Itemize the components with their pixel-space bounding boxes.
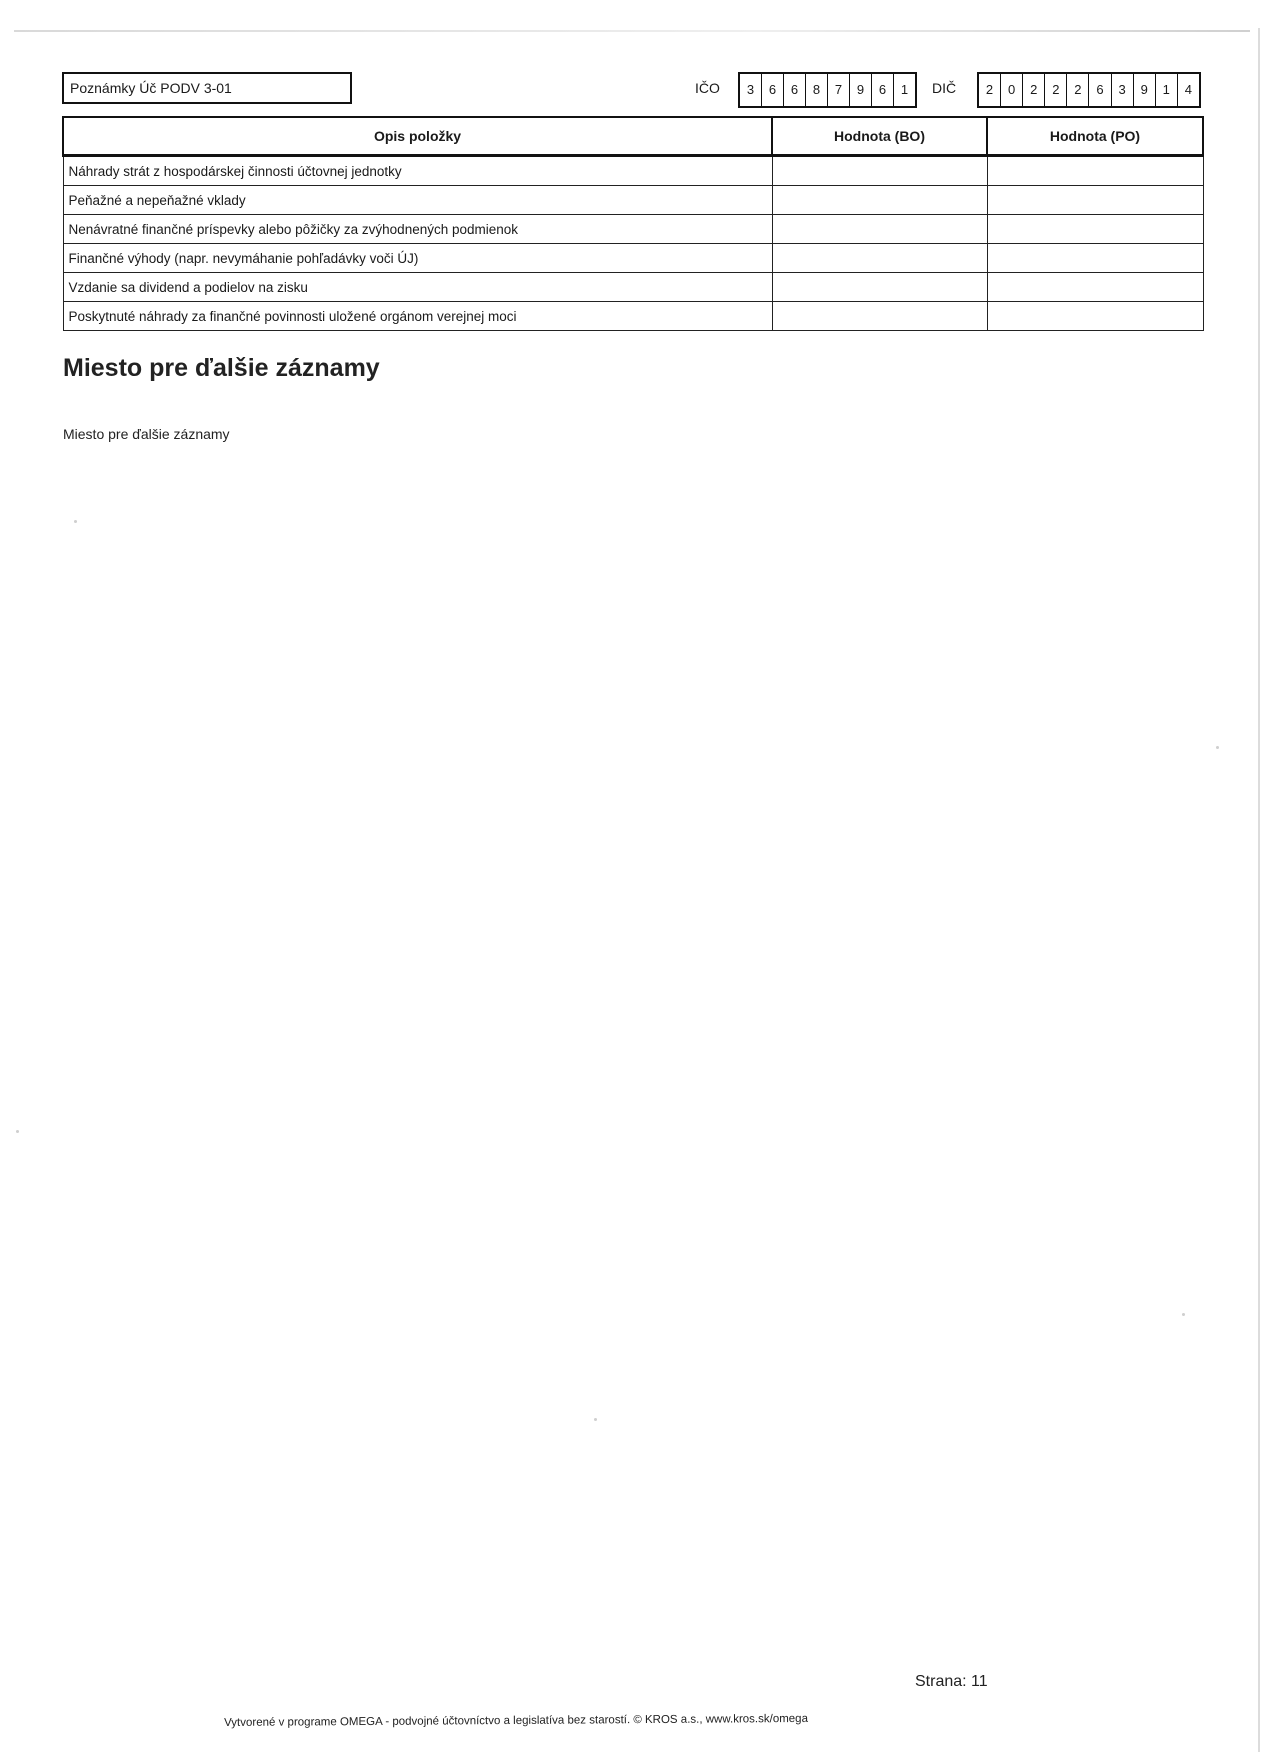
dic-digit: 2 [1045,74,1067,106]
scan-speck [1216,746,1219,749]
dic-digit: 3 [1112,74,1134,106]
column-header-value-bo: Hodnota (BO) [772,117,987,156]
ico-digit-boxes [738,72,917,108]
row-label: Poskytnuté náhrady za finančné povinnosti uložené orgánom verejnej moci [63,302,772,331]
ico-digit: 6 [784,74,806,106]
column-header-description: Opis položky [63,117,772,156]
row-value-bo [772,156,987,186]
page-edge [1258,28,1260,1752]
ico-label: IČO [695,80,720,96]
table-row [63,215,1203,244]
dic-digit: 2 [1023,74,1045,106]
row-label: Náhrady strát z hospodárskej činnosti účtovnej jednotky [63,156,772,186]
row-label: Finančné výhody (napr. nevymáhanie pohľadávky voči ÚJ) [63,244,772,273]
ico-digit: 9 [850,74,872,106]
scan-speck [74,520,77,523]
row-value-po [987,186,1203,215]
dic-digit: 4 [1184,82,1192,97]
dic-digit: 6 [1089,74,1111,106]
row-value-bo [772,244,987,273]
ico-digit: 6 [872,74,894,106]
ico-digit: 6 [762,74,784,106]
scan-speck [594,1418,597,1421]
table-row [63,273,1203,302]
table-row [63,186,1203,215]
row-value-po [987,215,1203,244]
items-table-wrapper [62,116,1202,331]
table-row [63,302,1203,331]
notes-section-title: Miesto pre ďalšie záznamy [63,354,380,382]
table-row [63,244,1203,273]
scan-speck [16,1130,19,1133]
dic-digit: 1 [1156,74,1178,106]
page-edge [14,30,1250,32]
row-value-po [987,302,1203,331]
footer-generated-by: Vytvorené v programe OMEGA - podvojné účtovníctvo a legislatíva bez starostí. © KROS a.s., www.kros.sk/omega [224,1712,809,1729]
page-number: Strana: 11 [915,1673,988,1690]
dic-label: DIČ [932,80,957,96]
notes-section-text: Miesto pre ďalšie záznamy [63,426,230,442]
items-table [62,116,1204,331]
row-value-po [987,273,1203,302]
table-row [63,156,1203,186]
scan-speck [1182,1313,1185,1316]
row-label: Vzdanie sa dividend a podielov na zisku [63,273,772,302]
row-value-po [987,244,1203,273]
ico-digit: 7 [828,74,850,106]
dic-digit: 2 [979,74,1001,106]
dic-digit: 2 [1067,74,1089,106]
form-label: Poznámky Úč PODV 3-01 [62,72,352,104]
row-value-bo [772,273,987,302]
table-header-row [63,117,1203,156]
row-label: Nenávratné finančné príspevky alebo pôžičky za zvýhodnených podmienok [63,215,772,244]
dic-digit: 0 [1001,74,1023,106]
row-label: Peňažné a nepeňažné vklady [63,186,772,215]
dic-digit-boxes [977,72,1201,108]
ico-digit: 8 [806,74,828,106]
row-value-bo [772,302,987,331]
ico-digit: 1 [900,82,909,97]
dic-digit: 9 [1134,74,1156,106]
ico-digit: 3 [740,74,762,106]
row-value-po [987,156,1203,186]
row-value-bo [772,215,987,244]
column-header-value-po: Hodnota (PO) [987,117,1203,156]
row-value-bo [772,186,987,215]
